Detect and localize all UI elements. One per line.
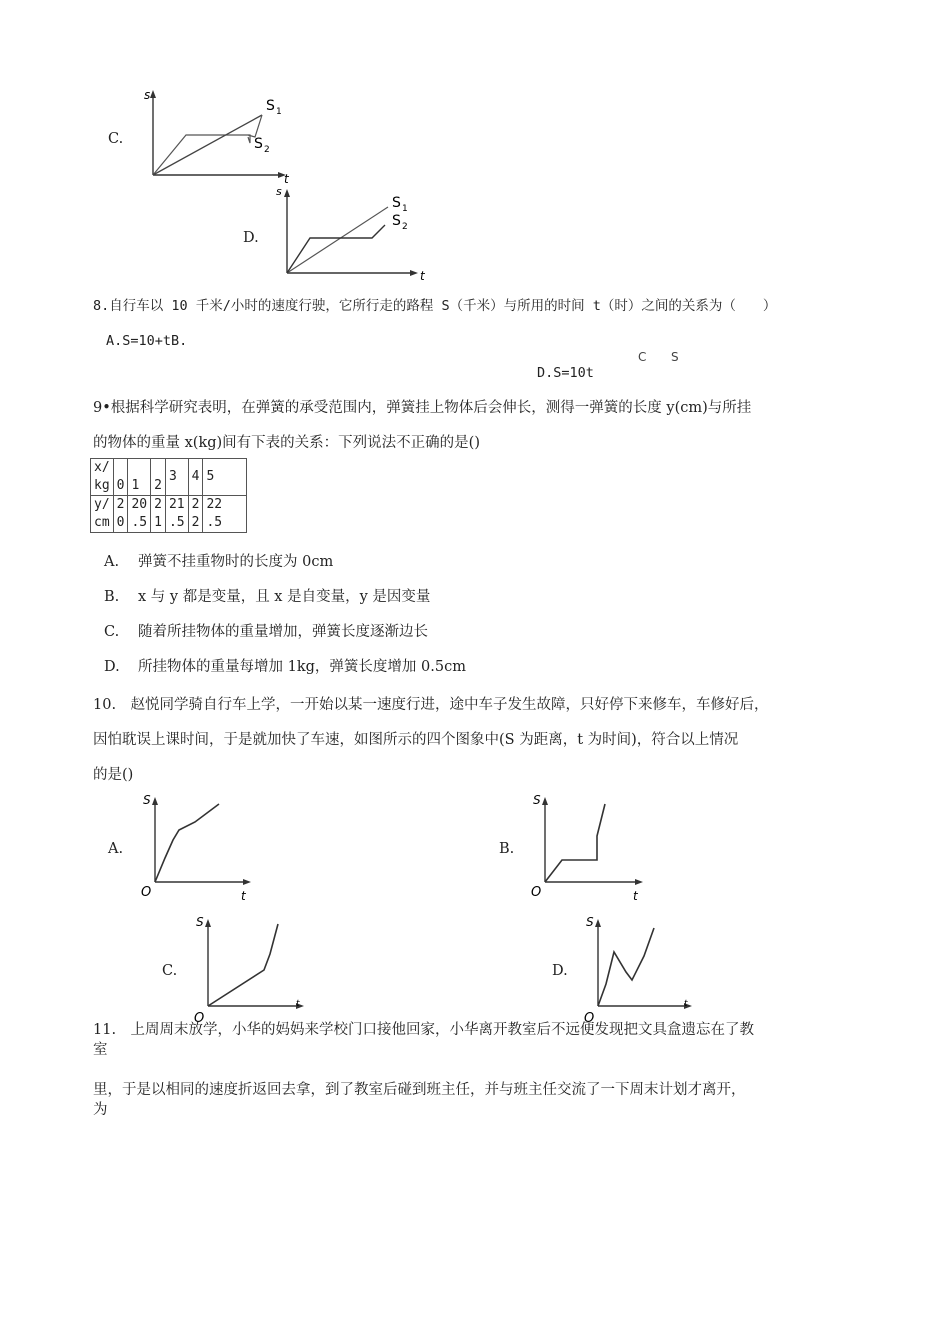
q10b-origin: O: [531, 885, 542, 900]
q7c-axis-t: t: [284, 172, 289, 186]
spring-table: [90, 458, 247, 533]
q8-cut-c: C: [638, 350, 647, 364]
q10-stem-line3: 的是(): [93, 767, 134, 783]
table-cell: 20 .5: [128, 496, 151, 533]
q9-option-b-letter: B.: [104, 589, 120, 605]
table-cell: 1: [128, 459, 151, 496]
q7d-label-s2-sub: 2: [402, 222, 408, 232]
q10d-axis-s: S: [586, 915, 594, 929]
table-cell: 2: [151, 459, 166, 496]
table-cell: 21 .5: [165, 496, 188, 533]
q10c-origin: O: [194, 1011, 205, 1025]
table-cell: 4: [188, 459, 203, 496]
q7c-label-s2-sub: 2: [264, 145, 270, 155]
q10d-axis-t: t: [684, 999, 688, 1009]
q10a-origin: O: [141, 885, 152, 900]
q10c-axis-s: S: [196, 915, 204, 929]
q8-option-ab: A.S=10+tB.: [106, 333, 188, 349]
q7-graph-d: [270, 183, 440, 283]
q10-graph-d-letter: D.: [552, 963, 568, 979]
table-cell: y/ cm: [91, 496, 114, 533]
q10-graph-b-letter: B.: [499, 841, 515, 857]
q10-graph-a: [135, 788, 265, 903]
q10a-axis-s: S: [143, 793, 151, 807]
q9-option-b-text: x 与 y 都是变量，且 x 是自变量，y 是因变量: [138, 589, 431, 605]
q7-option-d-label: D.: [243, 230, 259, 246]
table-cell: 2 2: [188, 496, 203, 533]
q10c-axis-t: t: [296, 999, 300, 1009]
q10-stem-line2: 因怕耽误上课时间，于是就加快了车速，如图所示的四个图象中(S 为距离，t 为时间)，符合以上情况: [93, 732, 739, 748]
q11-line1-wrap: 室: [93, 1042, 108, 1058]
table-cell: 22 .5: [203, 496, 247, 533]
q11-line2-wrap: 为: [93, 1102, 108, 1118]
q7c-axis-s: s: [144, 88, 151, 102]
q8-stem: 8.自行车以 10 千米/小时的速度行驶，它所行走的路程 S（千米）与所用的时间 t（时）之间的关系为（ ）: [93, 298, 777, 314]
q10b-axis-s: S: [533, 793, 541, 807]
q9-option-d-letter: D.: [104, 659, 120, 675]
q7-graph-c: [130, 85, 300, 190]
table-cell: 2 0: [113, 496, 128, 533]
q8-option-d: D.S=10t: [537, 365, 594, 381]
q9-option-c-text: 随着所挂物体的重量增加，弹簧长度逐渐边长: [138, 624, 428, 640]
q10a-axis-t: t: [241, 889, 246, 903]
q7c-label-s2: S: [254, 136, 263, 152]
q10-graph-c: [190, 910, 320, 1025]
q7d-label-s1-sub: 1: [402, 204, 408, 214]
q9-stem-line1: 9•根据科学研究表明，在弹簧的承受范围内，弹簧挂上物体后会伸长，测得一弹簧的长度 y(cm)与所挂: [93, 400, 752, 416]
q7-option-c-label: C.: [108, 131, 124, 147]
q9-option-a-text: 弹簧不挂重物时的长度为 0cm: [138, 554, 334, 570]
table-row: [91, 496, 247, 533]
q7d-axis-s: s: [276, 185, 282, 198]
q8-cut-s: S: [671, 350, 679, 364]
table-cell: 5: [203, 459, 247, 496]
q7c-label-s1-sub: 1: [276, 107, 282, 117]
q7c-label-s1: S: [266, 98, 275, 114]
table-cell: 0: [113, 459, 128, 496]
q7d-axis-t: t: [420, 269, 425, 283]
q7d-label-s1: S: [392, 195, 401, 211]
q10-graph-d: [580, 910, 710, 1025]
table-row: [91, 459, 247, 496]
q11-line1: 11. 上周周末放学，小华的妈妈来学校门口接他回家，小华离开教室后不远便发现把文具盒遗忘在了教: [93, 1022, 755, 1038]
q10-stem-line1: 10. 赵悦同学骑自行车上学，一开始以某一速度行进，途中车子发生故障，只好停下来修车，车修好后，: [93, 697, 769, 713]
q7d-label-s2: S: [392, 213, 401, 229]
q9-option-d-text: 所挂物体的重量每增加 1kg，弹簧长度增加 0.5cm: [138, 659, 466, 675]
table-cell: 2 1: [151, 496, 166, 533]
q10-graph-b: [525, 788, 655, 903]
q11-line2: 里，于是以相同的速度折返回去拿，到了教室后碰到班主任，并与班主任交流了一下周末计划才离开，: [93, 1082, 746, 1098]
q9-option-c-letter: C.: [104, 624, 120, 640]
table-cell: 3: [165, 459, 188, 496]
q10b-axis-t: t: [633, 889, 638, 903]
q10-graph-a-letter: A.: [108, 841, 124, 857]
q10d-origin: O: [584, 1011, 595, 1025]
q9-option-a-letter: A.: [104, 554, 120, 570]
table-cell: x/ kg: [91, 459, 114, 496]
q9-stem-line2: 的物体的重量 x(kg)间有下表的关系：下列说法不正确的是(): [93, 435, 480, 451]
q10-graph-c-letter: C.: [162, 963, 178, 979]
